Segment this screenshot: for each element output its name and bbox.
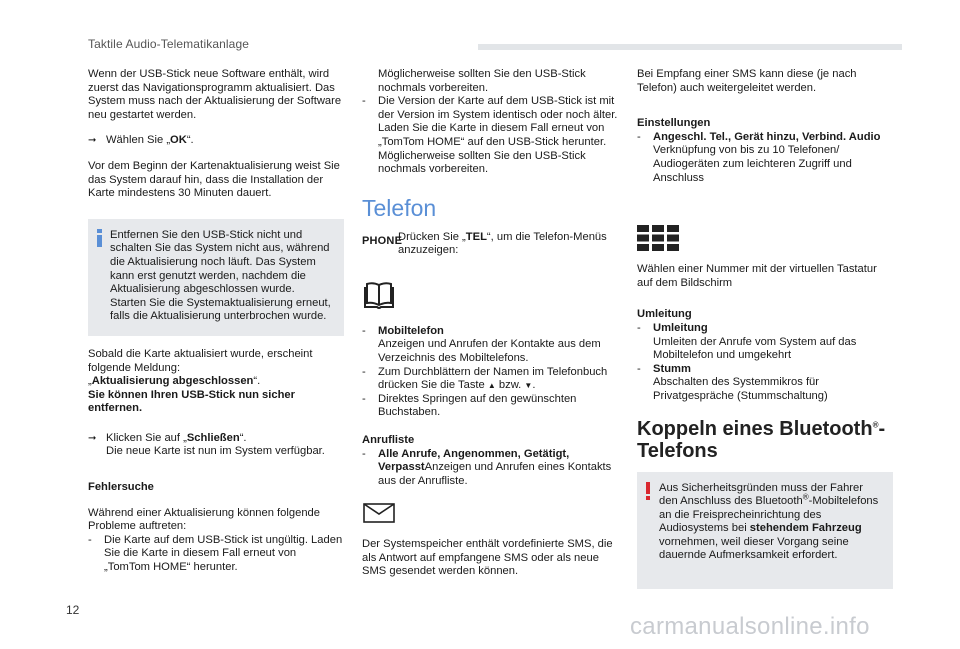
subheading: Fehlersuche [88,481,154,494]
list-item: - Mobiltelefon Anzeigen und Anrufen der Kontakte aus dem Verzeichnis des Mobiltelefons. [362,324,601,364]
keypad-icon [637,225,679,251]
column-1 [88,68,344,575]
watermark: carmanualsonline.info [630,613,870,640]
warning-note: Aus Sicherheitsgründen muss der Fahrer den Anschluss des Bluetooth®-Mobiltelefons an die Freisprecheinrichtung des Audiosystems bei stehendem Fahrzeug vornehmen, weil dieser Vorgang seine dauernde Aufmerksamkeit erfordert. [637,472,893,590]
envelope-icon [362,502,396,524]
section-title-telefon: Telefon [362,194,437,221]
arrow-icon: ➞ [88,135,97,147]
column-2 [362,68,618,591]
up-arrow-icon: ▲ [487,381,496,391]
paragraph: Wählen einer Nummer mit der virtuellen Tastatur auf dem Bildschirm [637,263,877,289]
warning-icon [643,482,655,500]
paragraph: Sobald die Karte aktualisiert wurde, erscheint folgende Meldung: „Aktualisierung abgeschlossen“. Sie können Ihren USB-Stick nun sicher entfernen. [88,347,313,415]
contacts-book-icon [362,281,396,311]
section-title-bluetooth: Koppeln eines Bluetooth®-Telefons [637,417,886,462]
column-3 [637,68,893,601]
paragraph: Der Systemspeicher enthält vordefinierte SMS, die als Antwort auf empfangene SMS oder als neue SMS gesendet werden können. [362,538,613,578]
list-item: - Die Karte auf dem USB-Stick ist ungültig. Laden Sie die Karte in diesem Fall erneut von „TomTom HOME“ herunter. [88,533,343,574]
phone-row: PHONE Drücken Sie „TEL“, um die Telefon-Menüs anzuzeigen: [362,230,607,257]
subheading: Einstellungen [637,117,711,130]
arrow-icon: ➞ [88,432,97,444]
header-bar [478,44,902,50]
phone-button-icon: PHONE [362,234,403,247]
list-item: - Alle Anrufe, Angenommen, Getätigt, VerpasstAnzeigen und Anrufen eines Kontakts aus der Anrufliste. [362,447,612,487]
paragraph: Vor dem Beginn der Kartenaktualisierung weist Sie das System darauf hin, dass die Installation der Karte mindestens 30 Minuten dauert. [88,159,340,200]
list-item: - Direktes Springen auf den gewünschten Buchstaben. [362,392,577,419]
instruction-step: ➞ Klicken Sie auf „Schließen“. Die neue Karte ist nun im System verfügbar. [88,431,325,458]
list-item: - Zum Durchblättern der Namen im Telefonbuch drücken Sie die Taste ▲ bzw. ▼. [362,365,608,392]
list-item: - Umleitung Umleiten der Anrufe vom System auf das Mobiltelefon und umgekehrt [637,321,857,362]
info-icon [94,229,106,247]
ok-label: OK [170,134,187,147]
paragraph: Wenn der USB-Stick neue Software enthält, wird zuerst das Navigationsprogramm aktualisiert. Das System muss nach der Aktualisierung der Software neu gestartet werden. [88,68,342,121]
list-item: - Die Version der Karte auf dem USB-Stick ist mit der Version im System identisch oder noch älter. Laden Sie die Karte in diesem Fall erneut von „TomTom HOME“ auf den USB-Stick herunter. Möglicherweise sollten Sie den USB-Stick nochmals vorbereiten. [362,95,618,176]
subheading: Umleitung [637,308,692,321]
info-note: Entfernen Sie den USB-Stick nicht und schalten Sie das System nicht aus, während die Aktualisierung noch läuft. Das System kann erst genutzt werden, nachdem die Aktualisierung abgeschlossen wurde. Starten Sie die Systemaktualisierung erneut, falls die Aktualisierung unterbrochen wurde. [88,219,344,336]
subheading: Anrufliste [362,433,415,446]
list-continuation: Möglicherweise sollten Sie den USB-Stick nochmals vorbereiten. [378,68,586,94]
instruction-step: ➞ Wählen Sie „OK“. [88,134,194,147]
list-item: - Stumm Abschalten des Systemmikros für Privatgespräche (Stummschaltung) [637,362,828,402]
paragraph: Während einer Aktualisierung können folgende Probleme auftreten: [88,506,320,533]
paragraph: Bei Empfang einer SMS kann diese (je nach Telefon) auch weitergeleitet werden. [637,68,857,94]
page-header-title: Taktile Audio-Telematikanlage [88,37,249,51]
page-number: 12 [66,603,80,617]
list-item: - Angeschl. Tel., Gerät hinzu, Verbind. Audio Verknüpfung von bis zu 10 Telefonen/ Audiogeräten zum leichteren Zugriff und Anschluss [637,130,881,184]
down-arrow-icon: ▼ [524,381,533,391]
